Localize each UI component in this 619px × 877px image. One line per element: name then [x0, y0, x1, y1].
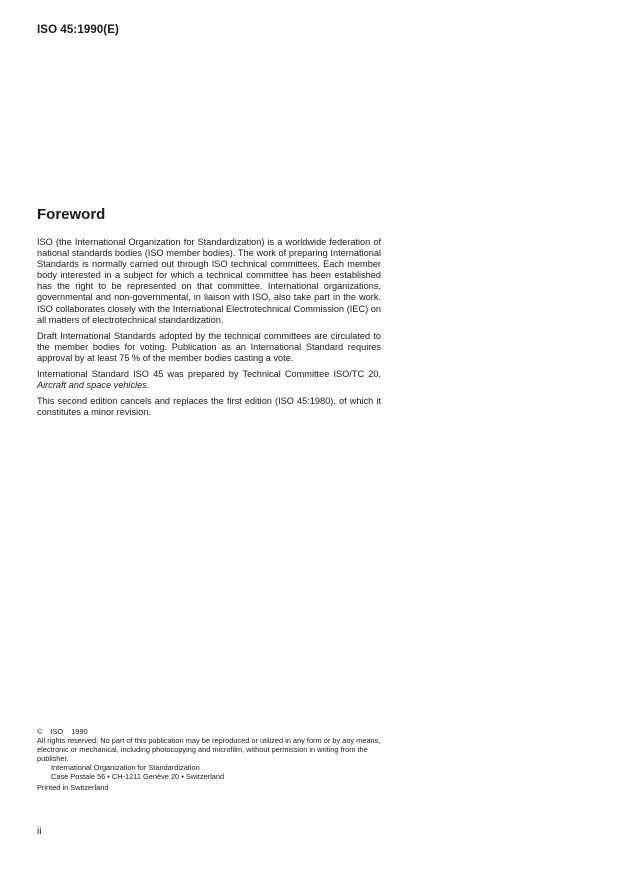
committee-title: Aircraft and space vehicles — [37, 380, 147, 391]
foreword-paragraph-1: ISO (the International Organization for Standardization) is a worldwide federation of national standards bodies (ISO member bodies). The work of preparing International Standards is normally carried out through ISO technical committees. Each member body interested in a subject for which a technical committee has been established has the right to be represented on that committee. International organizations, governmental and non-governmental, in liaison with ISO, also take part in the work. ISO collaborates closely with the International Electrotechnical Commission (IEC) on all matters of electrotechnical standardization. — [37, 237, 381, 325]
copyright-year: 1990 — [71, 727, 88, 736]
copyright-symbol: © — [37, 727, 43, 736]
organization-name: International Organization for Standardization — [51, 763, 200, 772]
foreword-heading: Foreword — [37, 206, 106, 223]
foreword-paragraph-3 — [37, 369, 381, 391]
foreword-paragraph-2: Draft International Standards adopted by the technical committees are circulated to the member bodies for voting. Publication as an International Standard requires approval by at least 75 % of the member bodies casting a vote. — [37, 330, 381, 363]
copyright-block — [37, 727, 387, 792]
copyright-org: ISO — [50, 727, 64, 736]
copyright-line — [37, 727, 387, 736]
paragraph-3-prefix: International Standard ISO 45 was prepared by Technical Committee ISO/TC 20, — [37, 369, 381, 380]
foreword-body — [37, 237, 381, 423]
printed-in: Printed in Switzerland — [37, 783, 109, 792]
document-id: ISO 45:1990(E) — [37, 24, 119, 36]
page-number: ii — [37, 826, 42, 837]
foreword-paragraph-4: This second edition cancels and replaces the first edition (ISO 45:1980), of which it constitutes a minor revision. — [37, 396, 381, 418]
paragraph-3-suffix: . — [146, 380, 150, 391]
rights-statement: All rights reserved. No part of this publication may be reproduced or utilized in any form or by any means, electronic or mechanical, including photocopying and microfilm, without permission in writing from the publisher. — [37, 736, 381, 763]
organization-address: Case Postale 56 • CH-1211 Genève 20 • Switzerland — [51, 772, 225, 781]
